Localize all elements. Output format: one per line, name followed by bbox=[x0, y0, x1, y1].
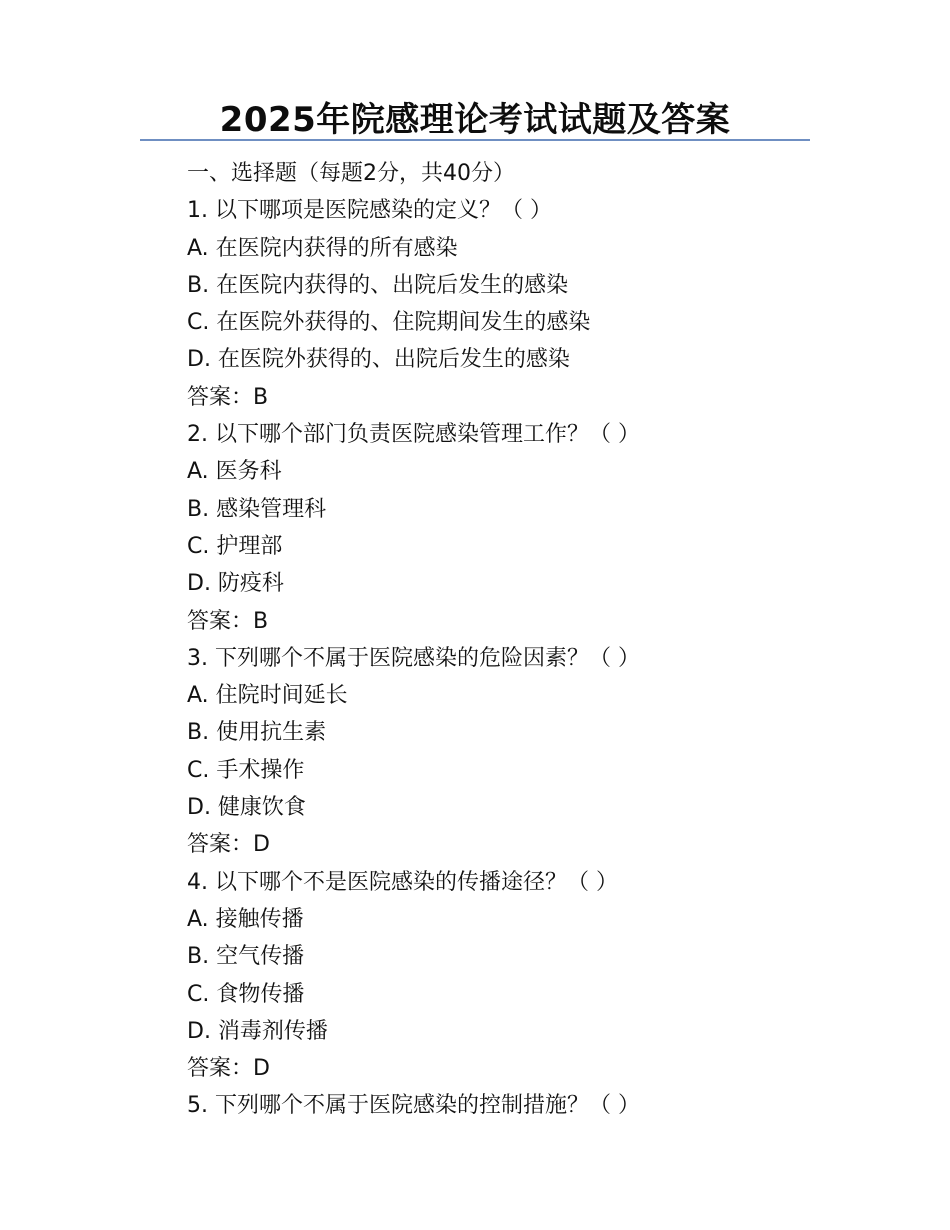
question-2-option-d: D. 防疫科 bbox=[187, 571, 284, 597]
question-3: 3. 下列哪个不属于医院感染的危险因素？（ ） bbox=[187, 645, 640, 671]
question-1: 1. 以下哪项是医院感染的定义？（ ） bbox=[187, 198, 552, 224]
question-4-option-d: D. 消毒剂传播 bbox=[187, 1018, 328, 1044]
question-4: 4. 以下哪个不是医院感染的传播途径？（ ） bbox=[187, 869, 618, 895]
question-1-option-d: D. 在医院外获得的、出院后发生的感染 bbox=[187, 347, 570, 373]
question-4-option-c: C. 食物传播 bbox=[187, 981, 305, 1007]
section-heading: 一、选择题（每题2分，共40分） bbox=[187, 161, 515, 186]
title-underline bbox=[140, 139, 810, 141]
question-3-option-d: D. 健康饮食 bbox=[187, 795, 306, 821]
question-4-option-b: B. 空气传播 bbox=[187, 944, 305, 970]
question-2-option-a: A. 医务科 bbox=[187, 459, 282, 485]
question-4-option-a: A. 接触传播 bbox=[187, 906, 304, 932]
question-3-option-c: C. 手术操作 bbox=[187, 757, 305, 783]
question-2-answer: 答案：B bbox=[187, 608, 269, 634]
question-4-answer: 答案：D bbox=[187, 1056, 270, 1082]
question-1-option-c: C. 在医院外获得的、住院期间发生的感染 bbox=[187, 310, 591, 336]
document-title: 2025年院感理论考试试题及答案 bbox=[219, 100, 731, 140]
question-1-answer: 答案：B bbox=[187, 384, 269, 410]
question-2-option-c: C. 护理部 bbox=[187, 533, 283, 559]
question-1-option-b: B. 在医院内获得的、出院后发生的感染 bbox=[187, 272, 569, 298]
question-3-option-a: A. 住院时间延长 bbox=[187, 683, 348, 709]
question-1-option-a: A. 在医院内获得的所有感染 bbox=[187, 235, 458, 261]
question-3-option-b: B. 使用抗生素 bbox=[187, 720, 327, 746]
question-2: 2. 以下哪个部门负责医院感染管理工作？（ ） bbox=[187, 422, 640, 448]
question-3-answer: 答案：D bbox=[187, 832, 270, 858]
question-2-option-b: B. 感染管理科 bbox=[187, 496, 327, 522]
document-body bbox=[187, 155, 887, 1125]
question-5: 5. 下列哪个不属于医院感染的控制措施？（ ） bbox=[187, 1093, 640, 1119]
